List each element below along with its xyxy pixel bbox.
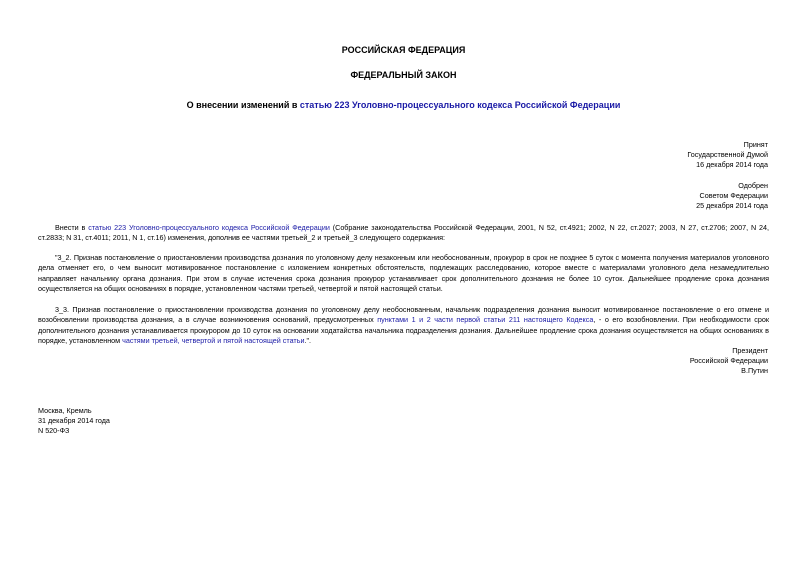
approval-line-1: Одобрен: [738, 181, 768, 190]
adoption-line-2: Государственной Думой: [687, 150, 768, 159]
adoption-line-1: Принят: [743, 140, 768, 149]
part-3-3-link-b[interactable]: частями третьей, четвертой и пятой настоящей статьи: [122, 335, 305, 345]
intro-prefix: Внести в: [55, 223, 89, 232]
law-title-link[interactable]: статью 223 Уголовно-процессуального кодекса Российской Федерации: [299, 100, 621, 110]
part-3-3-text-a: 3_3. Признав постановление о приостановлении производства дознания по уголовному делу необоснованным, начальник подразделения дознания выносит мотивированное постановление о его отмене и возобновлении производства дознания, а в случае возникновения оснований, предусмотренных: [38, 305, 769, 325]
signature-line-2: Российской Федерации: [689, 356, 768, 365]
approval-line-2: Советом Федерации: [699, 191, 768, 200]
law-title: [0, 100, 807, 110]
approval-block: [696, 181, 768, 211]
law-title-prefix: О внесении изменений в: [186, 100, 300, 110]
intro-suffix: (Собрание законодательства Российской Федерации, 2001, N 52, ст.4921; 2002, N 22, ст.2027; 2003, N 27, ст.2706; 2007, N 24, ст.2833; N 31, ст.4011; 2011, N 1, ст.16) изменения, дополнив ее частями третьей_2 и третьей_3 следующего содержания:: [38, 223, 769, 243]
country-heading: РОССИЙСКАЯ ФЕДЕРАЦИЯ: [341, 45, 466, 55]
place-date-block: [38, 406, 110, 437]
signature-block: [690, 346, 768, 376]
part-3-3-text-b: , - о его возобновлении. При необходимости срок дополнительного дознания устанавливается прокурором до 10 суток на основании ходатайства начальника подразделения дознания. Дальнейшее продление срока дознания осуществляется на общих основаниях в порядке, установленном: [38, 315, 769, 345]
approval-line-3: 25 декабря 2014 года: [696, 201, 768, 210]
signature-line-1: Президент: [732, 346, 768, 355]
law-number: N 520-ФЗ: [38, 426, 70, 436]
intro-paragraph: [38, 223, 769, 244]
place: Москва, Кремль: [38, 406, 92, 415]
adoption-line-3: 16 декабря 2014 года: [696, 160, 768, 169]
signature-line-3: В.Путин: [741, 366, 768, 375]
date: 31 декабря 2014 года: [38, 416, 110, 426]
adoption-block: [687, 140, 768, 170]
part-3-2-paragraph: "3_2. Признав постановление о приостановлении производства дознания по уголовному делу незаконным или необоснованным, прокурор в срок не позднее 5 суток с момента получения материалов уголовного дела отменяет его, о чем выносит мотивированное постановление с изложением конкретных обстоятельств, подлежащих расследованию, которое вместе с материалами уголовного дела незамедлительно направляет начальнику органа дознания. При этом в случае истечения срока дознания прокурор устанавливает срок дополнительного дознания не более 10 суток. Дальнейшее продление срока дознания осуществляется на общих основаниях в порядке, установленном частями третьей, четвертой и пятой настоящей статьи.: [38, 253, 769, 293]
intro-link[interactable]: статью 223 Уголовно-процессуального кодекса Российской Федерации: [88, 223, 330, 232]
doc-type-heading: ФЕДЕРАЛЬНЫЙ ЗАКОН: [350, 70, 457, 80]
part-3-3-text-c: .".: [304, 335, 312, 345]
part-3-3-paragraph: [38, 305, 769, 346]
part-3-3-link-a[interactable]: пунктами 1 и 2 части первой статьи 211 настоящего Кодекса: [377, 315, 594, 325]
